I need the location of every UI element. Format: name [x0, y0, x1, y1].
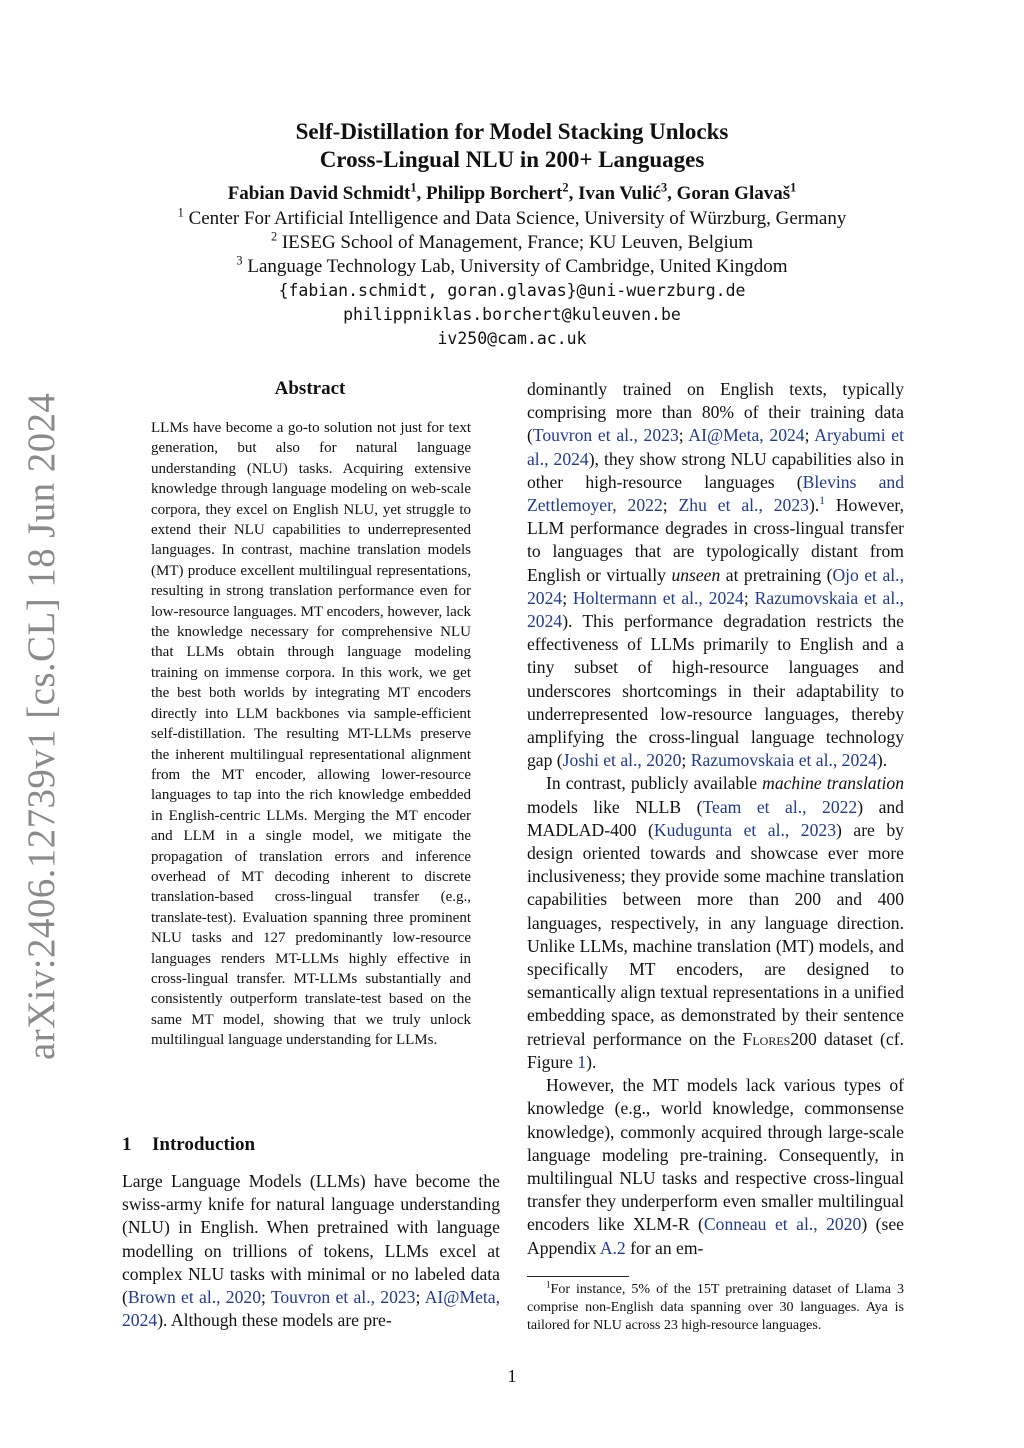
paragraph-mt-knowledge — [527, 1074, 904, 1260]
paper-title — [0, 118, 1024, 174]
section-heading-introduction — [122, 1134, 255, 1156]
citation-link[interactable]: Touvron et al., 2023 — [532, 425, 679, 446]
citation-link[interactable]: Ojo et al., 2024 — [527, 564, 904, 608]
section-title: Introduction — [152, 1134, 256, 1155]
citation-link[interactable]: Blevins and Zettlemoyer, 2022 — [527, 471, 905, 516]
affiliation-3 — [0, 255, 1024, 279]
abstract-body: LLMs have become a go-to solution not just for text generation, but also for natural language understanding (NLU) tasks. Acquiring extensive knowledge through language modeling on web-scale corpora, they excel on English NLU, yet struggle to extend their NLU capabilities to underrepresented languages. In contrast, machine translation models (MT) produce excellent multilingual representations, resulting in strong translation performance even for low-resource languages. MT encoders, however, lack the knowledge necessary for comprehensive NLU that LLMs obtain through language modeling training on immense corpora. In this work, we get the best both worlds by integrating MT encoders directly into LLM backbones via sample-efficient self-distillation. The resulting MT-LLMs preserve the inherent multilingual representational alignment from the MT encoder, allowing lower-resource languages to tap into the rich knowledge embedded in English-centric LLMs. Merging the MT encoder and LLM in a single model, we mitigate the propagation of translation errors and inference overhead of MT decoding inherent to discrete translation-based cross-lingual transfer (e.g., translate-test). Evaluation spanning three prominent NLU tasks and 127 predominantly low-resource languages renders MT-LLMs highly effective in cross-lingual transfer. MT-LLMs substantially and consistently outperform translate-test based on the same MT model, showing that we truly unlock multilingual language understanding for LLMs. — [151, 420, 471, 1049]
email-3[interactable]: iv250@cam.ac.uk — [437, 329, 587, 348]
page-number: 1 — [507, 1366, 517, 1386]
citation-link[interactable]: Razumovskaia et al., 2024 — [690, 750, 877, 771]
title-line-1: Self-Distillation for Model Stacking Unlocks — [295, 119, 729, 144]
footnote-marker[interactable]: 1 — [819, 495, 825, 508]
author-affiliation-mark: 2 — [562, 180, 569, 195]
citation-link[interactable]: AI@Meta, 2024 — [688, 425, 805, 446]
affiliation-1 — [0, 207, 1024, 231]
affiliation-number: 3 — [236, 253, 243, 268]
emphasis-text: machine translation — [762, 773, 904, 794]
body-text: ). Although these models are pre- — [157, 1310, 392, 1331]
author-affiliation-mark: 1 — [410, 180, 417, 195]
abstract-heading: Abstract — [274, 378, 346, 399]
section-number: 1 — [122, 1134, 132, 1155]
author-separator: , — [568, 183, 579, 204]
citation-link[interactable]: Conneau et al., 2020 — [703, 1214, 862, 1235]
title-line-2: Cross-Lingual NLU in 200+ Languages — [319, 147, 705, 172]
arxiv-identifier: arXiv:2406.12739v1 [cs.CL] 18 Jun 2024 — [20, 392, 63, 1060]
citation-link[interactable]: AI@Meta, 2024 — [122, 1287, 501, 1331]
right-column — [527, 378, 904, 1260]
citation-link[interactable]: Team et al., 2022 — [702, 796, 858, 817]
footnote-number: 1 — [546, 1279, 551, 1290]
author-name: Fabian David Schmidt — [227, 183, 411, 204]
email-1[interactable]: {fabian.schmidt, goran.glavas}@uni-wuerzburg.de — [278, 281, 746, 300]
author-name: Goran Glavaš — [676, 183, 791, 204]
footnote-text: For instance, 5% of the 15T pretraining dataset of Llama 3 comprise non-English data spanning over 30 languages. Aya is tailored for NLU across 23 high-resource languages. — [527, 1282, 904, 1334]
author-separator: , — [416, 183, 427, 204]
citation-link[interactable]: Touvron et al., 2023 — [270, 1287, 416, 1308]
paragraph-mt-models — [527, 772, 904, 1074]
author-list — [0, 182, 1024, 206]
author-separator: , — [667, 183, 677, 204]
body-text: ), they show strong NLU capabilities also in other high-resource languages ( — [527, 448, 904, 492]
body-text: for an em- — [625, 1237, 704, 1258]
body-text: ). — [808, 495, 820, 516]
body-text: ). — [876, 750, 888, 771]
citation-link[interactable]: Razumovskaia et al., 2024 — [527, 587, 905, 632]
body-text: In contrast, publicly available — [546, 773, 763, 794]
footnote — [527, 1281, 904, 1336]
body-text: Large Language Models (LLMs) have become the swiss-army knife for natural language understanding (NLU) in English. When pretrained with language modelling on trillions of tokens, LLMs excel at complex NLU tasks with minimal or no labeled data ( — [122, 1171, 500, 1308]
author-name: Philipp Borchert — [426, 183, 563, 204]
paragraph-continued: dominantly trained on English texts, typically comprising more than 80% of their training data (Touvron et al., 2023; AI@Meta, 2024; Aryabumi et al., 2024), they show strong NLU capabilities also in other high-resource languages (Blevins and Zettlemoyer, 2022; Zhu et al., 2023).$^1$ However, LLM performance degrades in cross-lingual transfer to languages that are typologically distant from English or virtually unseen at pretraining (Ojo et al., 2024; Holtermann et al., 2024; Razumovskaia et al., 2024). This performance degradation restricts the effectiveness of LLMs primarily to English and a tiny subset of high-resource languages and underscores shortcomings in their adaptability to underrepresented low-resource languages, thereby amplifying the cross-lingual language technology gap (Joshi et al., 2020; Razumovskaia et al., 2024). — [527, 379, 905, 771]
figure-reference-link[interactable]: 1 — [577, 1051, 587, 1072]
email-2[interactable]: philippniklas.borchert@kuleuven.be — [343, 305, 681, 324]
intro-paragraph: Large Language Models (LLMs) have become the swiss-army knife for natural language understanding (NLU) in English. When pretrained with language modelling on trillions of tokens, LLMs excel at complex NLU tasks with minimal or no labeled data (Brown et al., 2020; Touvron et al., 2023; AI@Meta, 2024). Although these models are pre- — [122, 1171, 501, 1331]
affiliation-number: 2 — [270, 229, 278, 244]
body-text: models like NLLB ( — [527, 796, 703, 817]
appendix-reference-link[interactable]: A.2 — [599, 1237, 626, 1258]
citation-link[interactable]: Kudugunta et al., 2023 — [653, 819, 836, 840]
body-text: 200 dataset (cf. Figure — [527, 1028, 904, 1072]
citation-link[interactable]: Aryabumi et al., 2024 — [527, 425, 904, 469]
body-text: ) and MADLAD-400 ( — [527, 796, 904, 840]
emphasis-text: unseen — [671, 564, 721, 585]
body-text: However, the MT models lack various types of knowledge (e.g., world knowledge, commonsense knowledge), commonly acquired through large-scale language modeling pre-training. Consequently, in multilingual NLU tasks and respective cross-lingual transfer they underperform even smaller multilingual encoders like XLM-R ( — [527, 1075, 904, 1235]
author-affiliation-mark: 1 — [790, 180, 797, 195]
footnote-divider — [527, 1276, 629, 1277]
body-text: ) are by design oriented towards and showcase ever more inclusiveness; they provide some machine translation capabilities between more than 200 and 400 languages, respectively, in any language direction. Unlike LLMs, machine translation (MT) models, and specifically MT encoders, are designed to semantically align textual representations in a unified embedding space, as demonstrated by their sentence retrieval performance on the — [527, 819, 904, 1049]
citation-link[interactable]: Zhu et al., 2023 — [678, 495, 809, 516]
affiliation-text: Language Technology Lab, University of Cambridge, United Kingdom — [247, 256, 788, 277]
body-text: ) (see Appendix — [527, 1214, 904, 1258]
dataset-name: Flores — [742, 1028, 791, 1049]
affiliation-text: IESEG School of Management, France; KU Leuven, Belgium — [281, 232, 754, 253]
body-text: ). — [586, 1051, 597, 1072]
author-name: Ivan Vulić — [578, 183, 661, 204]
affiliation-2 — [0, 231, 1024, 255]
body-text: dominantly trained on English texts, typically comprising more than 80% of their training data ( — [527, 379, 904, 446]
body-text: at pretraining ( — [720, 564, 833, 585]
body-text: However, LLM performance degrades in cross-lingual transfer to languages that are typologically distant from English or virtually — [527, 495, 904, 585]
citation-link[interactable]: Brown et al., 2020 — [127, 1287, 261, 1308]
body-text: ). This performance degradation restricts the effectiveness of LLMs primarily to English and a tiny subset of high-resource languages and underscores shortcomings in their adaptability to underrepresented low-resource languages, thereby amplifying the cross-lingual language technology gap ( — [527, 611, 904, 771]
affiliation-text: Center For Artificial Intelligence and Data Science, University of Würzburg, Germany — [188, 208, 847, 229]
citation-link[interactable]: Joshi et al., 2020 — [562, 750, 682, 771]
author-affiliation-mark: 3 — [660, 180, 668, 195]
affiliation-number: 1 — [177, 205, 184, 220]
citation-link[interactable]: Holtermann et al., 2024 — [572, 587, 744, 608]
